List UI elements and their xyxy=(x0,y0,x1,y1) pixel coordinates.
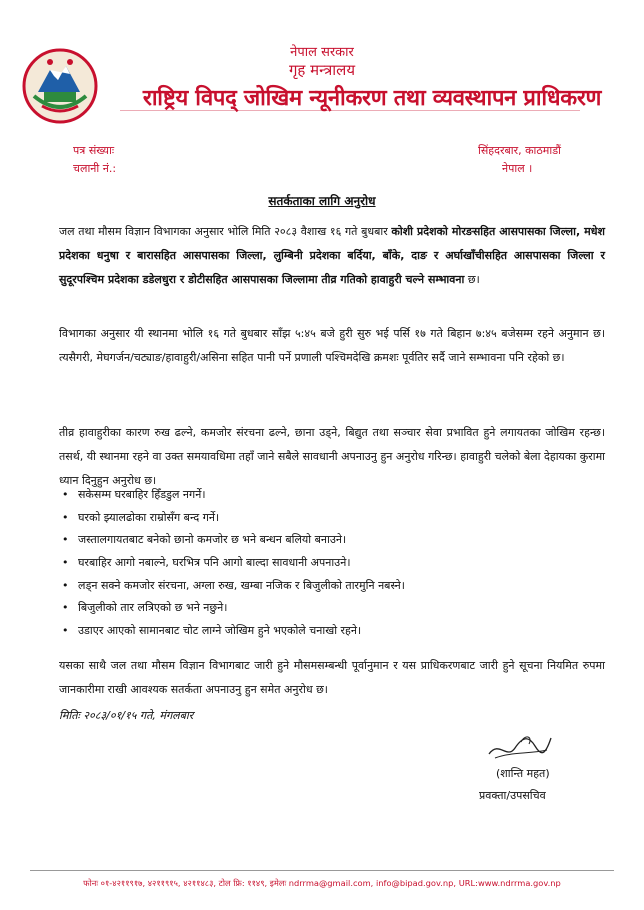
list-item: • लड्न सक्ने कमजोर संरचना, अग्ला रुख, खम्बा नजिक र बिजुलीको तारमुनि नबस्ने। xyxy=(62,575,602,598)
list-item: • उडाएर आएको सामानबाट चोट लाग्ने जोखिम हुने भएकोले चनाखो रहने। xyxy=(62,620,602,643)
list-item: • घरको झ्यालढोका राम्रोसँग बन्द गर्ने। xyxy=(62,507,602,530)
list-item: • जस्तालगायतबाट बनेको छानो कमजोर छ भने बन्धन बलियो बनाउने। xyxy=(62,529,602,552)
paragraph-forecast-end: छ। xyxy=(464,273,480,286)
dispatch-number-label: चलानी नं.: xyxy=(73,162,117,175)
letter-number-label: पत्र संख्याः xyxy=(73,144,115,157)
precaution-list xyxy=(62,484,602,643)
bullet-marker: • xyxy=(62,510,69,524)
footer-divider xyxy=(30,870,614,871)
bullet-marker: • xyxy=(62,624,69,638)
paragraph-forecast-highlight: कोशी प्रदेशको मोरङसहित आसपासका जिल्ला, मधेश प्रदेशका धनुषा र बारासहित आसपासका जिल्ला, लुम्बिनी प्रदेशका बर्दिया, बाँके, दाङ र अर्घाखाँचीसहित आसपासका जिल्ला र सुदूरपश्चिम प्रदेशका डडेलधुरा र डोटीसहित आसपासका जिल्लामा तीव्र गतिको हावाहुरी चल्ने सम्भावना xyxy=(59,225,605,286)
bullet-marker: • xyxy=(62,488,69,501)
ministry-title: गृह मन्त्रालय xyxy=(288,61,356,79)
bullet-marker: • xyxy=(62,533,69,547)
letter-date: मितिः २०८३/०१/१५ गते, मंगलबार xyxy=(59,709,194,722)
office-country: नेपाल । xyxy=(502,162,533,175)
government-title: नेपाल सरकार xyxy=(290,45,354,60)
list-item: • सकेसम्म घरबाहिर हिँडडुल नगर्ने। xyxy=(62,484,602,507)
signature-icon xyxy=(485,730,555,764)
paragraph-timing: विभागका अनुसार यी स्थानमा भोलि १६ गते बुधबार साँझ ५:४५ बजे हुरी सुरु भई पर्सि १७ गते बिहान ७:४५ बजेसम्म रहने अनुमान छ। त्यसैगरी, मेघगर्जन/चट्याङ/हावाहुरी/असिना सहित पानी पर्ने प्रणाली पश्चिमदेखि क्रमशः पूर्वतिर सर्दै जाने सम्भावना पनि रहेको छ। xyxy=(59,327,605,364)
authority-title: राष्ट्रिय विपद् जोखिम न्यूनीकरण तथा व्यवस्थापन प्राधिकरण xyxy=(142,86,602,111)
paragraph-forecast xyxy=(59,220,605,292)
list-item: • घरबाहिर आगो नबाल्ने, घरभित्र पनि आगो बाल्दा सावधानी अपनाउने। xyxy=(62,552,602,575)
paragraph-forecast-intro: जल तथा मौसम विज्ञान विभागका अनुसार भोलि मिति २०८३ वैशाख १६ गते बुधबार xyxy=(59,225,392,238)
office-location: सिंहदरबार, काठमाडौं xyxy=(478,144,561,157)
bullet-marker: • xyxy=(62,601,69,615)
signatory-title: प्रवक्ता/उपसचिव xyxy=(479,789,546,802)
letter-subject: सतर्कताका लागि अनुरोध xyxy=(268,194,376,208)
paragraph-closing: यसका साथै जल तथा मौसम विज्ञान विभागबाट जारी हुने मौसमसम्बन्धी पूर्वानुमान र यस प्राधिकरणबाट जारी हुने सूचना नियमित रुपमा जानकारीमा राखी आवश्यक सतर्कता अपनाउनु हुन समेत अनुरोध छ। xyxy=(59,659,605,696)
bullet-marker: • xyxy=(62,556,69,570)
header-divider xyxy=(120,110,580,111)
bullet-marker: • xyxy=(62,578,69,592)
signatory-name: (शान्ति महत) xyxy=(496,767,550,780)
list-item: • बिजुलीको तार लत्रिएको छ भने नछुने। xyxy=(62,597,602,620)
paragraph-risks: तीव्र हावाहुरीका कारण रुख ढल्ने, कमजोर संरचना ढल्ने, छाना उड्ने, बिद्युत तथा सञ्चार सेवा प्रभावित हुने लगायतका जोखिम रहन्छ। तसर्थ, यी स्थानमा रहने वा उक्त समयावधिमा तहाँ जाने सबैले सावधानी अपनाउनु हुन अनुरोध गरिन्छ। हावाहुरी चलेको बेला देहायका कुरामा ध्यान दिनुहुन अनुरोध छ। xyxy=(59,426,605,487)
footer-contact: फोनः ०१-४२११९१७, ४२११९१५, ४२११४८३, टोल फ्रि: ११४९, इमेलः ndrrma@gmail.com, info@bipad.gov.np, URL:www.ndrrma.gov.np xyxy=(83,878,561,888)
